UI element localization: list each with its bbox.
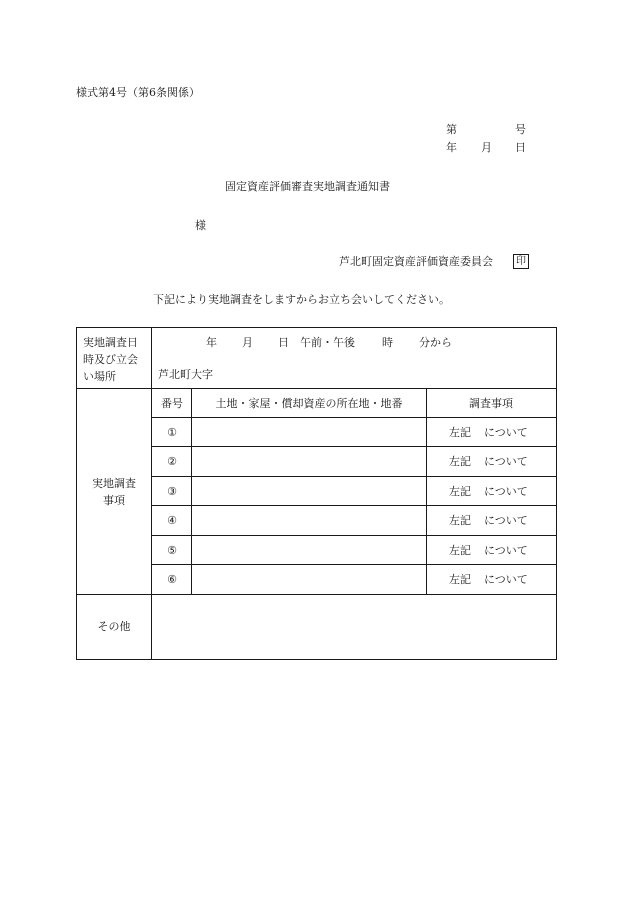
seal-mark: 印 [513,254,529,269]
schedule-label: 実地調査日 時及び立会 い場所 [83,336,138,383]
row-number: ⑤ [167,544,177,557]
row-left: 左記 [449,514,471,527]
header-location: 土地・家屋・償却資産の所在地・地番 [215,397,403,410]
document-title: 固定資産評価審査実地調査通知書 [225,180,390,193]
row-about: について [484,544,528,557]
number-suffix: 号 [515,123,526,136]
row-number: ③ [167,485,177,498]
date-month: 月 [481,141,492,154]
row-number: ⑥ [167,573,177,586]
items-label: 実地調査 事項 [92,477,136,507]
row-left: 左記 [449,573,471,586]
other-label: その他 [97,620,131,633]
survey-table [76,327,557,660]
addressee-suffix: 様 [195,219,206,232]
row-number: ④ [167,514,177,527]
row-about: について [484,485,528,498]
row-number: ② [167,455,177,468]
date-year: 年 [446,141,457,154]
row-left: 左記 [449,426,471,439]
row-left: 左記 [449,485,471,498]
row-left: 左記 [449,455,471,468]
row-about: について [484,455,528,468]
schedule-year: 年 [206,336,217,349]
row-about: について [484,426,528,439]
header-matter: 調査事項 [469,397,513,410]
date-day: 日 [515,141,526,154]
row-number: ① [167,426,177,439]
row-about: について [484,514,528,527]
schedule-place: 芦北町大字 [158,368,213,381]
schedule-hour: 時 [382,336,393,349]
intro-text: 下記により実地調査をしますからお立ち会いしてください。 [153,293,450,306]
schedule-ampm: 午前・午後 [300,336,355,349]
schedule-month: 月 [242,336,253,349]
form-number-label: 様式第4号（第6条関係） [76,86,200,99]
header-number: 番号 [161,397,183,410]
row-about: について [484,573,528,586]
schedule-day: 日 [278,336,289,349]
issuer-name: 芦北町固定資産評価資産委員会 [339,255,493,268]
row-left: 左記 [449,544,471,557]
number-prefix: 第 [446,123,457,136]
schedule-minute: 分から [419,336,452,349]
